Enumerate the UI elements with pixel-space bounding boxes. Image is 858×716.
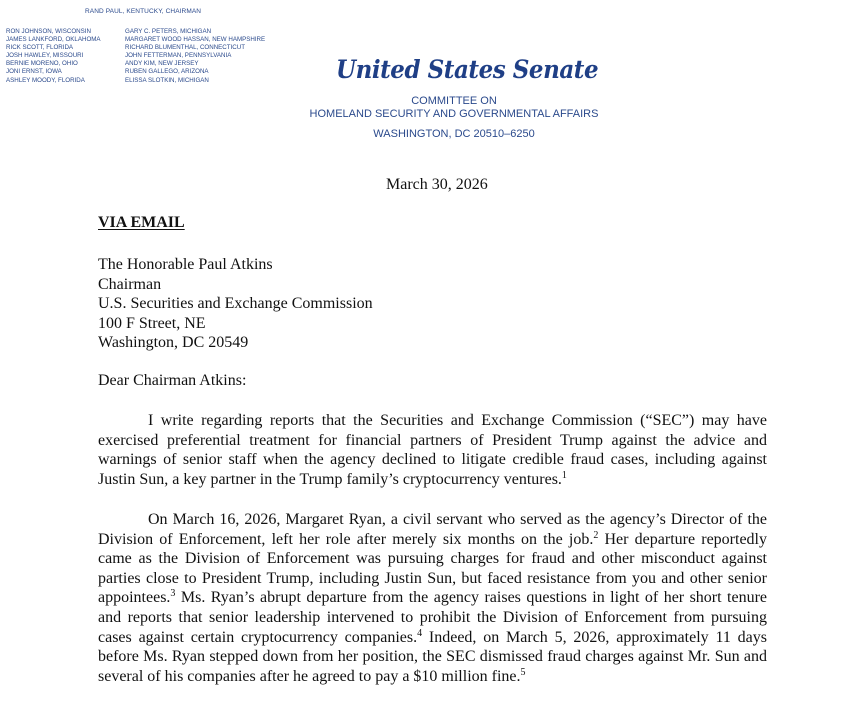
majority-members-list — [6, 28, 101, 85]
member-name: JOHN FETTERMAN, PENNSYLVANIA — [125, 52, 232, 60]
recipient-street: 100 F Street, NE — [98, 314, 206, 332]
committee-chairman: RAND PAUL, KENTUCKY, CHAIRMAN — [85, 8, 202, 15]
committee-name: HOMELAND SECURITY AND GOVERNMENTAL AFFAIRS — [309, 108, 599, 120]
footnote-ref-2[interactable]: 2 — [593, 529, 599, 541]
footnote-ref-1[interactable]: 1 — [561, 469, 567, 481]
body-paragraph-2 — [98, 510, 767, 686]
member-name: ANDY KIM, NEW JERSEY — [125, 60, 199, 68]
footnote-ref-4[interactable]: 4 — [417, 627, 423, 639]
committee-address: WASHINGTON, DC 20510–6250 — [373, 128, 535, 140]
recipient-address — [98, 255, 373, 353]
member-name: JOSH HAWLEY, MISSOURI — [6, 52, 84, 60]
delivery-method: VIA EMAIL — [98, 214, 185, 231]
paragraph-text: Ms. Ryan’s abrupt departure from the agency raises questions in light of her short tenure and reports that senior leadership intervened to prohibit the Division of Enforcement from pursuing cases against certain cryptocurrency companies. — [98, 589, 767, 646]
senate-logo-title: United States Senate — [336, 55, 599, 84]
salutation: Dear Chairman Atkins: — [98, 372, 247, 389]
member-name: BERNIE MORENO, OHIO — [6, 60, 78, 68]
footnote-ref-3[interactable]: 3 — [170, 588, 176, 600]
footnote-ref-5[interactable]: 5 — [520, 666, 526, 678]
committee-label: COMMITTEE ON — [411, 95, 497, 107]
paragraph-text: On March 16, 2026, Margaret Ryan, a civil servant who served as the agency’s Director of the Division of Enforcement, left her role after merely six months on the job. — [98, 511, 767, 548]
letter-date: March 30, 2026 — [386, 176, 488, 193]
member-name: RICK SCOTT, FLORIDA — [6, 44, 74, 52]
minority-members-list — [125, 28, 265, 85]
member-name: GARY C. PETERS, MICHIGAN — [125, 28, 212, 35]
body-paragraph-1 — [98, 411, 767, 489]
member-name: JONI ERNST, IOWA — [6, 68, 62, 76]
recipient-title: Chairman — [98, 275, 162, 293]
member-name: ASHLEY MOODY, FLORIDA — [6, 76, 85, 84]
recipient-organization: U.S. Securities and Exchange Commission — [98, 295, 373, 313]
member-name: JAMES LANKFORD, OKLAHOMA — [6, 36, 101, 44]
recipient-name: The Honorable Paul Atkins — [98, 256, 273, 273]
member-name: RICHARD BLUMENTHAL, CONNECTICUT — [125, 44, 245, 52]
member-name: RUBEN GALLEGO, ARIZONA — [125, 68, 209, 76]
recipient-city: Washington, DC 20549 — [98, 334, 249, 352]
paragraph-text: Her departure reportedly came as the Division of Enforcement was pursuing charges for fraud and other misconduct against parties close to President Trump, including Justin Sun, but faced resistance from you and other senior appointees. — [98, 530, 768, 607]
member-name: RON JOHNSON, WISCONSIN — [6, 28, 91, 35]
paragraph-text: I write regarding reports that the Securities and Exchange Commission (“SEC”) may have exercised preferential treatment for financial partners of President Trump against the advice and warnings of senior staff when the agency declined to litigate credible fraud cases, including against Justin Sun, a key partner in the Trump family’s cryptocurrency ventures. — [98, 412, 767, 488]
paragraph-text: Indeed, on March 5, 2026, approximately 11 days before Ms. Ryan stepped down from her position, the SEC dismissed fraud charges against Mr. Sun and several of his companies after he agreed to pay a $10 million fine. — [98, 628, 767, 685]
member-name: ELISSA SLOTKIN, MICHIGAN — [125, 76, 209, 84]
member-name: MARGARET WOOD HASSAN, NEW HAMPSHIRE — [125, 36, 266, 44]
